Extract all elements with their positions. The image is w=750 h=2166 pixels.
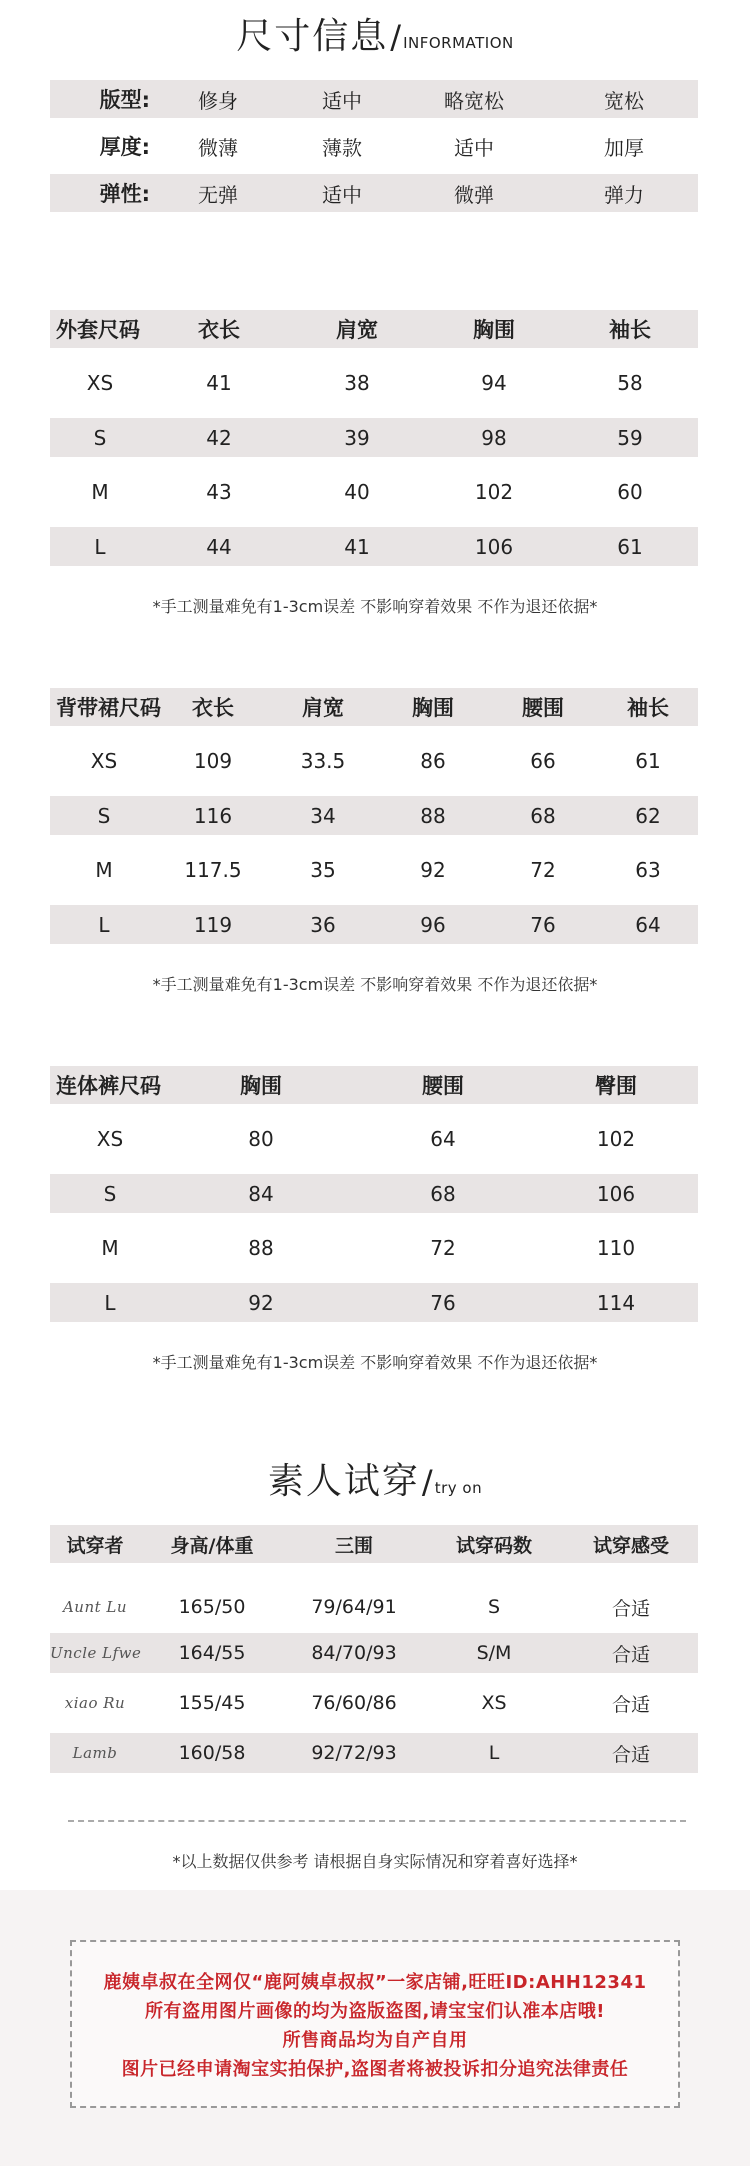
table-row [50, 905, 698, 944]
table-cell: 76 [530, 912, 556, 937]
table-cell: M [91, 480, 109, 504]
column-header: 臀围 [595, 1074, 637, 1098]
table-row [50, 527, 698, 566]
tester-signature: xiao Ru [64, 1694, 126, 1712]
column-header: 试穿感受 [592, 1534, 669, 1557]
table-row [50, 1283, 698, 1322]
attribute-label: 版型: [99, 88, 150, 112]
attribute-row [50, 80, 698, 118]
jumpsuit-size-table [50, 1066, 698, 1322]
try-on-table [50, 1525, 698, 1773]
notice-line: 所售商品均为自产自用 [282, 2030, 468, 2051]
table-row [50, 1633, 698, 1673]
table-cell: 160/58 [178, 1742, 246, 1764]
table-row [50, 835, 698, 905]
attribute-option: 适中 [322, 182, 362, 207]
table-cell: 58 [617, 371, 643, 395]
title-slash: / [390, 18, 402, 56]
table-cell: 86 [420, 749, 446, 773]
table-cell: L [98, 912, 110, 937]
table-cell: S/M [476, 1642, 512, 1664]
table-cell: 76/60/86 [311, 1692, 397, 1714]
dashed-divider [68, 1820, 686, 1822]
try-on-title [0, 1453, 750, 1504]
table-cell: 合适 [611, 1643, 650, 1666]
table-cell: 59 [617, 425, 643, 450]
column-header: 腰围 [522, 696, 564, 720]
table-cell: 64 [430, 1127, 456, 1151]
copyright-notice [70, 1940, 680, 2108]
table-cell: 64 [635, 912, 661, 937]
attribute-option: 加厚 [604, 135, 644, 160]
table-cell: 60 [617, 480, 643, 504]
table-row [50, 1213, 698, 1283]
column-header: 外套尺码 [56, 318, 140, 342]
column-header: 胸围 [412, 696, 454, 720]
table-cell: 88 [420, 803, 446, 828]
attribute-option: 无弹 [198, 182, 238, 207]
table-cell: M [101, 1236, 119, 1260]
attribute-option: 弹力 [604, 182, 644, 207]
table-cell: 68 [430, 1181, 456, 1206]
table-cell: 116 [193, 803, 233, 828]
table-cell: 96 [420, 912, 446, 937]
table-cell: 35 [310, 858, 336, 882]
column-header: 肩宽 [336, 318, 378, 342]
title-en: INFORMATION [403, 34, 514, 52]
table-header-row [50, 310, 698, 348]
table-cell: 39 [344, 425, 370, 450]
column-header: 肩宽 [302, 696, 344, 720]
table-cell: 40 [344, 480, 370, 504]
size-info-title [0, 8, 750, 59]
column-header: 试穿者 [66, 1534, 124, 1557]
table-cell: 155/45 [178, 1692, 246, 1714]
table-header-row [50, 1525, 698, 1563]
table-row [50, 348, 698, 418]
jacket-measure-note: *手工测量难免有1-3cm误差 不影响穿着效果 不作为退还依据* [152, 597, 598, 616]
table-cell: 94 [481, 371, 507, 395]
tester-signature: Aunt Lu [62, 1598, 128, 1616]
table-cell: S [103, 1181, 117, 1206]
table-cell: 102 [596, 1127, 636, 1151]
table-cell: L [94, 534, 106, 559]
table-row [50, 1673, 698, 1733]
table-cell: L [104, 1290, 116, 1315]
notice-line: 鹿姨卓叔在全网仅“鹿阿姨卓叔叔”一家店铺,旺旺ID:AHH12341 [103, 1972, 647, 1993]
table-cell: 62 [635, 803, 661, 828]
skirt-measure-note: *手工测量难免有1-3cm误差 不影响穿着效果 不作为退还依据* [152, 975, 598, 994]
column-header: 腰围 [422, 1074, 464, 1098]
notice-line: 所有盗用图片画像的均为盗版盗图,请宝宝们认准本店哦! [144, 2001, 606, 2022]
attribute-option: 微弹 [454, 182, 494, 207]
notice-line: 图片已经申请淘宝实拍保护,盗图者将被投诉扣分追究法律责任 [121, 2059, 629, 2080]
attribute-option: 适中 [322, 88, 362, 113]
table-cell: S [93, 425, 107, 450]
column-header: 衣长 [198, 318, 240, 342]
column-header: 衣长 [192, 696, 234, 720]
table-cell: XS [90, 749, 118, 773]
table-row [50, 1563, 698, 1633]
table-cell: 33.5 [300, 749, 346, 773]
table-row [50, 418, 698, 457]
table-row [50, 457, 698, 527]
table-cell: 41 [344, 534, 370, 559]
table-cell: 84/70/93 [311, 1642, 397, 1664]
title-cn: 尺寸信息 [236, 16, 389, 57]
jacket-size-table [50, 310, 698, 566]
table-cell: 66 [530, 749, 556, 773]
table-cell: 61 [635, 749, 661, 773]
tester-signature: Lamb [72, 1744, 118, 1762]
column-header: 袖长 [609, 318, 651, 342]
table-row [50, 1174, 698, 1213]
column-header: 胸围 [473, 318, 515, 342]
table-cell: 38 [344, 371, 370, 395]
attribute-label: 厚度: [99, 135, 150, 159]
table-cell: 109 [193, 749, 233, 773]
table-cell: 106 [474, 534, 514, 559]
table-cell: 36 [310, 912, 336, 937]
table-cell: 61 [617, 534, 643, 559]
table-row [50, 726, 698, 796]
table-cell: 68 [530, 803, 556, 828]
table-cell: 79/64/91 [311, 1596, 397, 1618]
table-cell: XS [481, 1692, 507, 1714]
table-cell: 43 [206, 480, 232, 504]
table-cell: 76 [430, 1290, 456, 1315]
column-header: 背带裙尺码 [56, 696, 161, 720]
attribute-option: 适中 [454, 135, 494, 160]
column-header: 身高/体重 [170, 1534, 254, 1557]
table-cell: 114 [596, 1290, 636, 1315]
table-cell: 72 [530, 858, 556, 882]
table-cell: 合适 [611, 1693, 650, 1716]
table-row [50, 796, 698, 835]
attribute-option: 略宽松 [444, 88, 504, 113]
attribute-row [50, 118, 698, 174]
jumpsuit-measure-note: *手工测量难免有1-3cm误差 不影响穿着效果 不作为退还依据* [152, 1353, 598, 1372]
title-cn: 素人试穿 [267, 1461, 420, 1502]
table-cell: 84 [248, 1181, 274, 1206]
column-header: 袖长 [627, 696, 669, 720]
table-cell: 164/55 [178, 1642, 246, 1664]
table-cell: 34 [310, 803, 336, 828]
table-row [50, 1104, 698, 1174]
table-cell: S [487, 1596, 501, 1618]
table-cell: 41 [206, 371, 232, 395]
attribute-row [50, 174, 698, 212]
table-row [50, 1733, 698, 1773]
title-en: try on [434, 1479, 483, 1497]
table-cell: 92 [248, 1290, 274, 1315]
column-header: 试穿码数 [455, 1534, 532, 1557]
table-cell: 80 [248, 1127, 274, 1151]
attribute-option: 宽松 [604, 88, 644, 113]
table-cell: XS [86, 371, 114, 395]
table-cell: 110 [596, 1236, 636, 1260]
table-cell: 92 [420, 858, 446, 882]
table-cell: 92/72/93 [311, 1742, 397, 1764]
column-header: 连体裤尺码 [56, 1074, 161, 1098]
table-cell: 42 [206, 425, 232, 450]
column-header: 三围 [334, 1534, 373, 1557]
tester-signature: Uncle Lfwe [50, 1644, 142, 1662]
table-cell: L [488, 1742, 500, 1764]
table-cell: 63 [635, 858, 661, 882]
table-header-row [50, 688, 698, 726]
overall-skirt-size-table [50, 688, 698, 944]
try-on-note: *以上数据仅供参考 请根据自身实际情况和穿着喜好选择* [172, 1852, 578, 1871]
attribute-option: 微薄 [198, 135, 238, 160]
table-cell: 72 [430, 1236, 456, 1260]
table-cell: M [95, 858, 113, 882]
attribute-option: 修身 [198, 88, 238, 113]
table-cell: XS [96, 1127, 124, 1151]
table-cell: S [97, 803, 111, 828]
fabric-attributes-table [50, 80, 698, 212]
table-cell: 44 [206, 534, 232, 559]
table-cell: 165/50 [178, 1596, 246, 1618]
table-cell: 119 [193, 912, 233, 937]
table-cell: 98 [481, 425, 507, 450]
table-cell: 117.5 [184, 858, 242, 882]
table-cell: 106 [596, 1181, 636, 1206]
table-cell: 88 [248, 1236, 274, 1260]
column-header: 胸围 [240, 1074, 282, 1098]
table-cell: 合适 [611, 1743, 650, 1766]
table-cell: 合适 [611, 1597, 650, 1620]
attribute-option: 薄款 [322, 135, 362, 160]
title-slash: / [421, 1463, 433, 1501]
attribute-label: 弹性: [99, 182, 150, 206]
table-cell: 102 [474, 480, 514, 504]
table-header-row [50, 1066, 698, 1104]
